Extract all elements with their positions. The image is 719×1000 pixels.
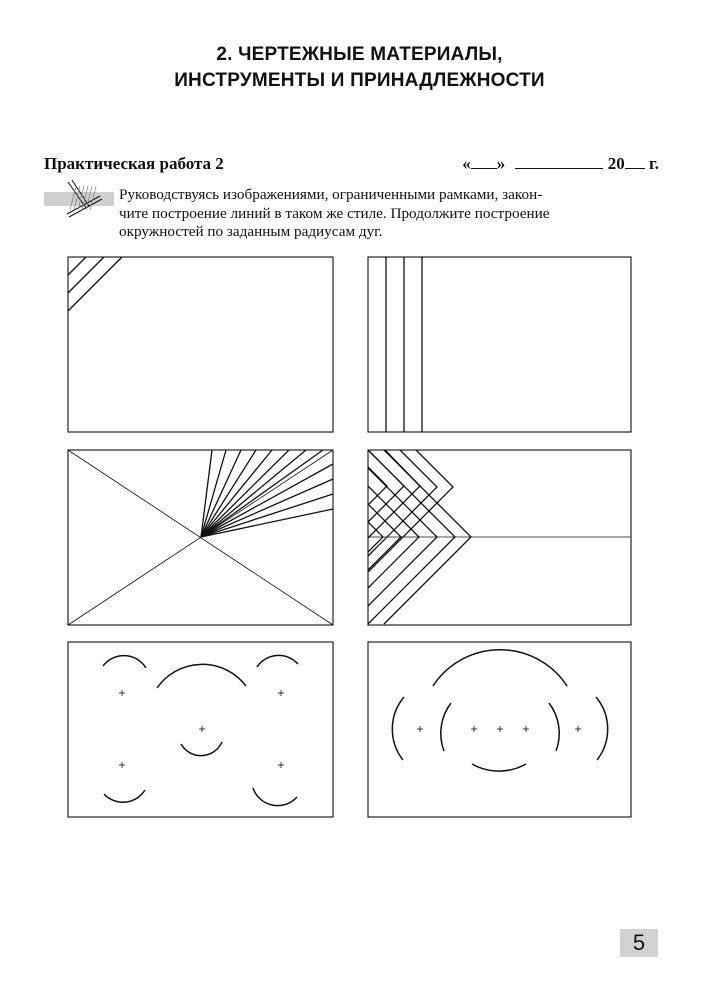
frame-radial-lines <box>68 450 333 625</box>
frame-chevron-lines <box>368 450 631 625</box>
chapter-title-line-2: ИНСТРУМЕНТЫ И ПРИНАДЛЕЖНОСТИ <box>174 70 545 91</box>
page-number: 5 <box>620 929 658 957</box>
instruction-line-3: окружностей по заданным радиусам дуг. <box>119 223 383 240</box>
date-close-quote: » <box>496 154 506 173</box>
instruction-line-1: Руководствуясь изображениями, ограниченными рамками, закон- <box>119 186 543 203</box>
date-year-prefix: 20 <box>607 154 625 173</box>
frame-vertical-lines <box>368 257 631 432</box>
date-open-quote: « <box>462 154 471 173</box>
chapter-title-line-1: 2. ЧЕРТЕЖНЫЕ МАТЕРИАЛЫ, <box>216 44 503 65</box>
frame-diagonal-hatching <box>68 257 333 432</box>
instruction-line-2: чите построение линий в таком же стиле. Продолжите построение <box>119 204 550 222</box>
work-title: Практическая работа 2 <box>44 154 224 173</box>
frame-arcs-scattered <box>68 642 333 817</box>
date-year-suffix: г. <box>648 154 659 173</box>
frame-arcs-row <box>368 642 631 817</box>
